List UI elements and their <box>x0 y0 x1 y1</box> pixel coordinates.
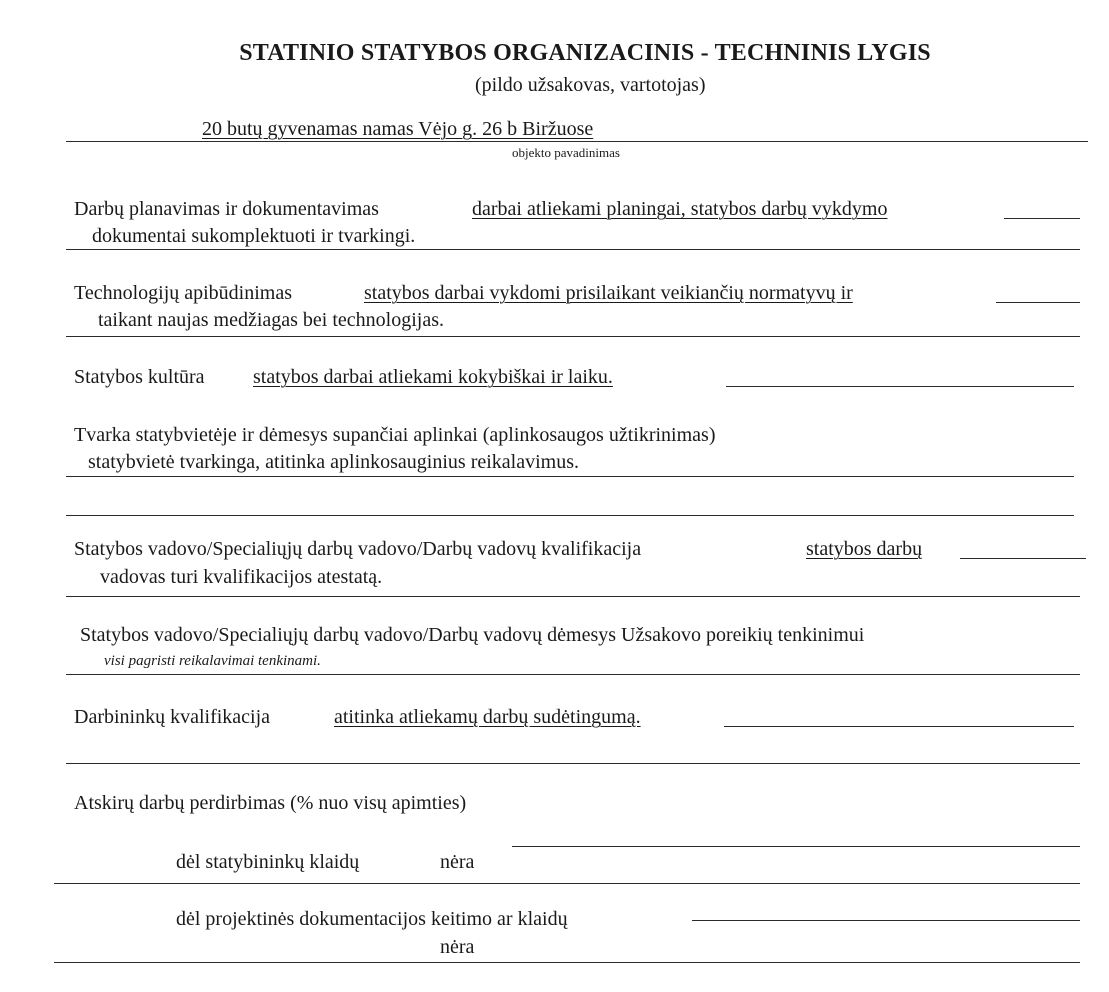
workers-label: Darbininkų kvalifikacija <box>74 706 271 728</box>
planning-label: Darbų planavimas ir dokumentavimas <box>74 198 379 220</box>
technology-line-tail <box>996 302 1080 303</box>
planning-value-1: darbai atliekami planingai, statybos darbų vykdymo <box>472 198 888 220</box>
object-name-caption: objekto pavadinimas <box>512 145 620 160</box>
attention-line <box>66 674 1080 675</box>
qualification-label: Statybos vadovo/Specialiųjų darbų vadovo/Darbų vadovų kvalifikacija <box>74 538 642 560</box>
qualification-line-tail <box>960 558 1086 559</box>
workers-value: atitinka atliekamų darbų sudėtingumą. <box>334 706 641 728</box>
order-label: Tvarka statybvietėje ir dėmesys supančiai aplinkai (aplinkosaugos užtikrinimas) <box>74 424 716 446</box>
rework-project-label: dėl projektinės dokumentacijos keitimo ar klaidų <box>176 908 568 930</box>
culture-label: Statybos kultūra <box>74 366 205 388</box>
workers-line-tail <box>724 726 1074 727</box>
culture-line-tail <box>726 386 1074 387</box>
workers-line-2 <box>66 763 1080 764</box>
object-name-line <box>66 141 1088 142</box>
rework-builders-value: nėra <box>440 851 475 873</box>
rework-builders-label: dėl statybininkų klaidų <box>176 851 360 873</box>
rework-project-value: nėra <box>440 936 475 958</box>
qualification-value-2: vadovas turi kvalifikacijos atestatą. <box>100 566 383 588</box>
technology-value-1: statybos darbai vykdomi prisilaikant veikiančių normatyvų ir <box>364 282 853 304</box>
qualification-value-1: statybos darbų <box>806 538 923 560</box>
attention-value: visi pagristi reikalavimai tenkinami. <box>104 653 321 669</box>
rework-label: Atskirų darbų perdirbimas (% nuo visų apimties) <box>74 792 467 814</box>
technology-label: Technologijų apibūdinimas <box>74 282 293 304</box>
technology-line-2 <box>66 336 1080 337</box>
planning-line-tail <box>1004 218 1080 219</box>
order-line-1 <box>66 476 1074 477</box>
rework-builders-line <box>54 883 1080 884</box>
planning-line-2 <box>66 249 1080 250</box>
rework-project-line-tail <box>692 920 1080 921</box>
rework-builders-line-top <box>512 846 1080 847</box>
culture-value: statybos darbai atliekami kokybiškai ir laiku. <box>253 366 613 388</box>
order-value: statybvietė tvarkinga, atitinka aplinkosauginius reikalavimus. <box>88 451 579 473</box>
planning-value-2: dokumentai sukomplektuoti ir tvarkingi. <box>92 225 416 247</box>
order-line-2 <box>66 515 1074 516</box>
document-title: STATINIO STATYBOS ORGANIZACINIS - TECHNINIS LYGIS <box>239 40 931 66</box>
object-name-value: 20 butų gyvenamas namas Vėjo g. 26 b Biržuose <box>202 118 594 140</box>
rework-project-line <box>54 962 1080 963</box>
document-subtitle: (pildo užsakovas, vartotojas) <box>475 74 706 96</box>
qualification-line-2 <box>66 596 1080 597</box>
technology-value-2: taikant naujas medžiagas bei technologijas. <box>98 309 444 331</box>
attention-label: Statybos vadovo/Specialiųjų darbų vadovo/Darbų vadovų dėmesys Užsakovo poreikių tenkinimui <box>80 624 865 646</box>
